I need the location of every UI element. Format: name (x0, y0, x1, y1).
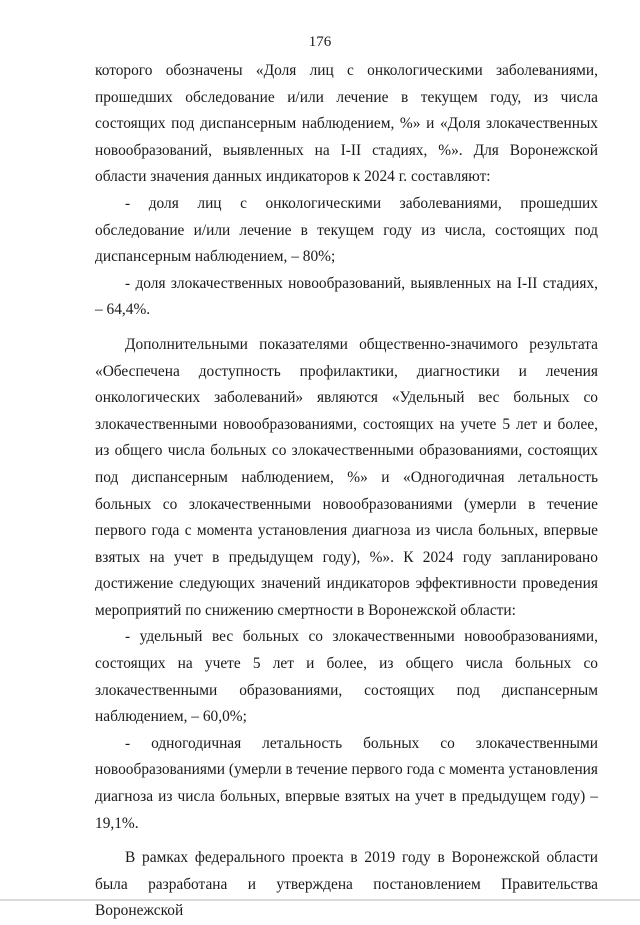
page-number: 176 (308, 34, 332, 50)
paragraph-continuation: которого обозначены «Доля лиц с онкологическими заболеваниями, прошедших обследование и/или лечение в текущем году, из числа состоящих под диспансерным наблюдением, %» и «Доля злокачественных новообразований, выявленных на I-II стадиях, %». Для Воронежской области значения данных индикаторов к 2024 г. составляют: (95, 62, 598, 186)
list-item-one-year-mortality: - одногодичная летальность больных со злокачественными новообразованиями (умерли в течение первого года с момента установления диагноза из числа больных, впервые взятых на учет в предыдущем году) – 19,1%. (95, 734, 598, 832)
paragraph-additional-indicators: Дополнительными показателями общественно-значимого результата «Обеспечена доступность профилактики, диагностики и лечения онкологических заболеваний» являются «Удельный вес больных со злокачественными новообразованиями, состоящих на учете 5 лет и более, из общего числа больных со злокачественными образованиями, состоящих под диспансерным наблюдением, %» и «Одногодичная летальность больных со злокачественными новообразованиями (умерли в течение первого года с момента установления диагноза из числа больных, впервые взятых на учет в предыдущем году), %». К 2024 году запланировано достижение следующих значений индикаторов эффективности проведения мероприятий по снижению смертности в Воронежской области: (95, 335, 598, 619)
paragraph-federal-project: В рамках федерального проекта в 2019 году в Воронежской области была разработана и утверждена постановлением Правительства Воронежской (95, 849, 598, 920)
list-item-early-stage-detection: - доля злокачественных новообразований, выявленных на I-II стадиях, – 64,4%. (95, 274, 598, 319)
page-body (95, 58, 598, 925)
list-item-share-under-observation: - доля лиц с онкологическими заболеваниями, прошедших обследование и/или лечение в текущем году из числа, состоящих под диспансерным наблюдением, – 80%; (95, 194, 598, 266)
list-item-five-year-share: - удельный вес больных со злокачественными новообразованиями, состоящих на учете 5 лет и более, из общего числа больных со злокачественными образованиями, состоящих под диспансерным наблюдением, – 60,0%; (95, 628, 598, 726)
